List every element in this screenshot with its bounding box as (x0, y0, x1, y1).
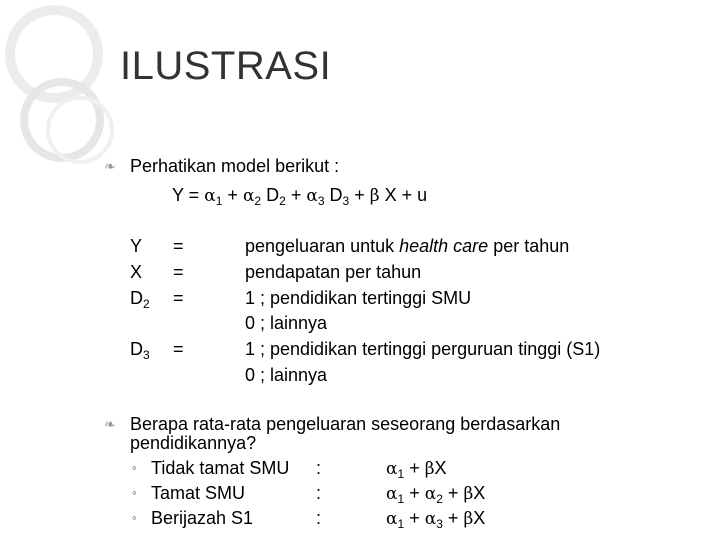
dingbat-bullet-icon: ❧ (104, 416, 116, 432)
def-desc: 0 ; lainnya (245, 313, 328, 333)
slide-title: ILUSTRASI (120, 44, 332, 88)
decorative-rings (0, 0, 200, 220)
intro-text: Perhatikan model berikut : (130, 156, 340, 176)
question-line-1: Berapa rata-rata pengeluaran seseorang berdasarkan (130, 414, 561, 434)
def-var: Y (130, 236, 143, 256)
circle-bullet-icon: ◦ (132, 510, 137, 525)
def-eq: = (173, 288, 184, 308)
case-formula: $\alpha_1 + \alpha_2 + \beta X$ (386, 483, 486, 506)
def-var: $D_2$ (130, 288, 150, 311)
case-formula: $\alpha_1 + \beta X$ (386, 458, 447, 481)
def-var: X (130, 262, 143, 282)
case-formula: $\alpha_1 + \alpha_3 + \beta X$ (386, 508, 486, 531)
case-label: Berijazah S1 (151, 508, 254, 528)
def-desc: pengeluaran untuk health care per tahun (245, 236, 570, 256)
def-desc: 0 ; lainnya (245, 365, 328, 385)
circle-bullet-icon: ◦ (132, 460, 137, 475)
def-desc: 1 ; pendidikan tertinggi SMU (245, 288, 472, 308)
case-colon: : (316, 458, 322, 478)
def-var: $D_3$ (130, 339, 150, 362)
model-equation: $Y = \alpha_1 + \alpha_2$ $D_2 + \alpha_3$ $D_3 + \beta$ X + u (172, 185, 428, 208)
def-eq: = (173, 339, 184, 359)
dingbat-bullet-icon: ❧ (104, 158, 116, 174)
case-colon: : (316, 483, 322, 503)
circle-bullet-icon: ◦ (132, 485, 137, 500)
def-desc: pendapatan per tahun (245, 262, 422, 282)
case-colon: : (316, 508, 322, 528)
def-eq: = (173, 262, 184, 282)
def-desc: 1 ; pendidikan tertinggi perguruan tinggi (S1) (245, 339, 601, 359)
case-label: Tidak tamat SMU (151, 458, 290, 478)
def-eq: = (173, 236, 184, 256)
case-label: Tamat SMU (151, 483, 246, 503)
question-line-2: pendidikannya? (130, 433, 257, 453)
